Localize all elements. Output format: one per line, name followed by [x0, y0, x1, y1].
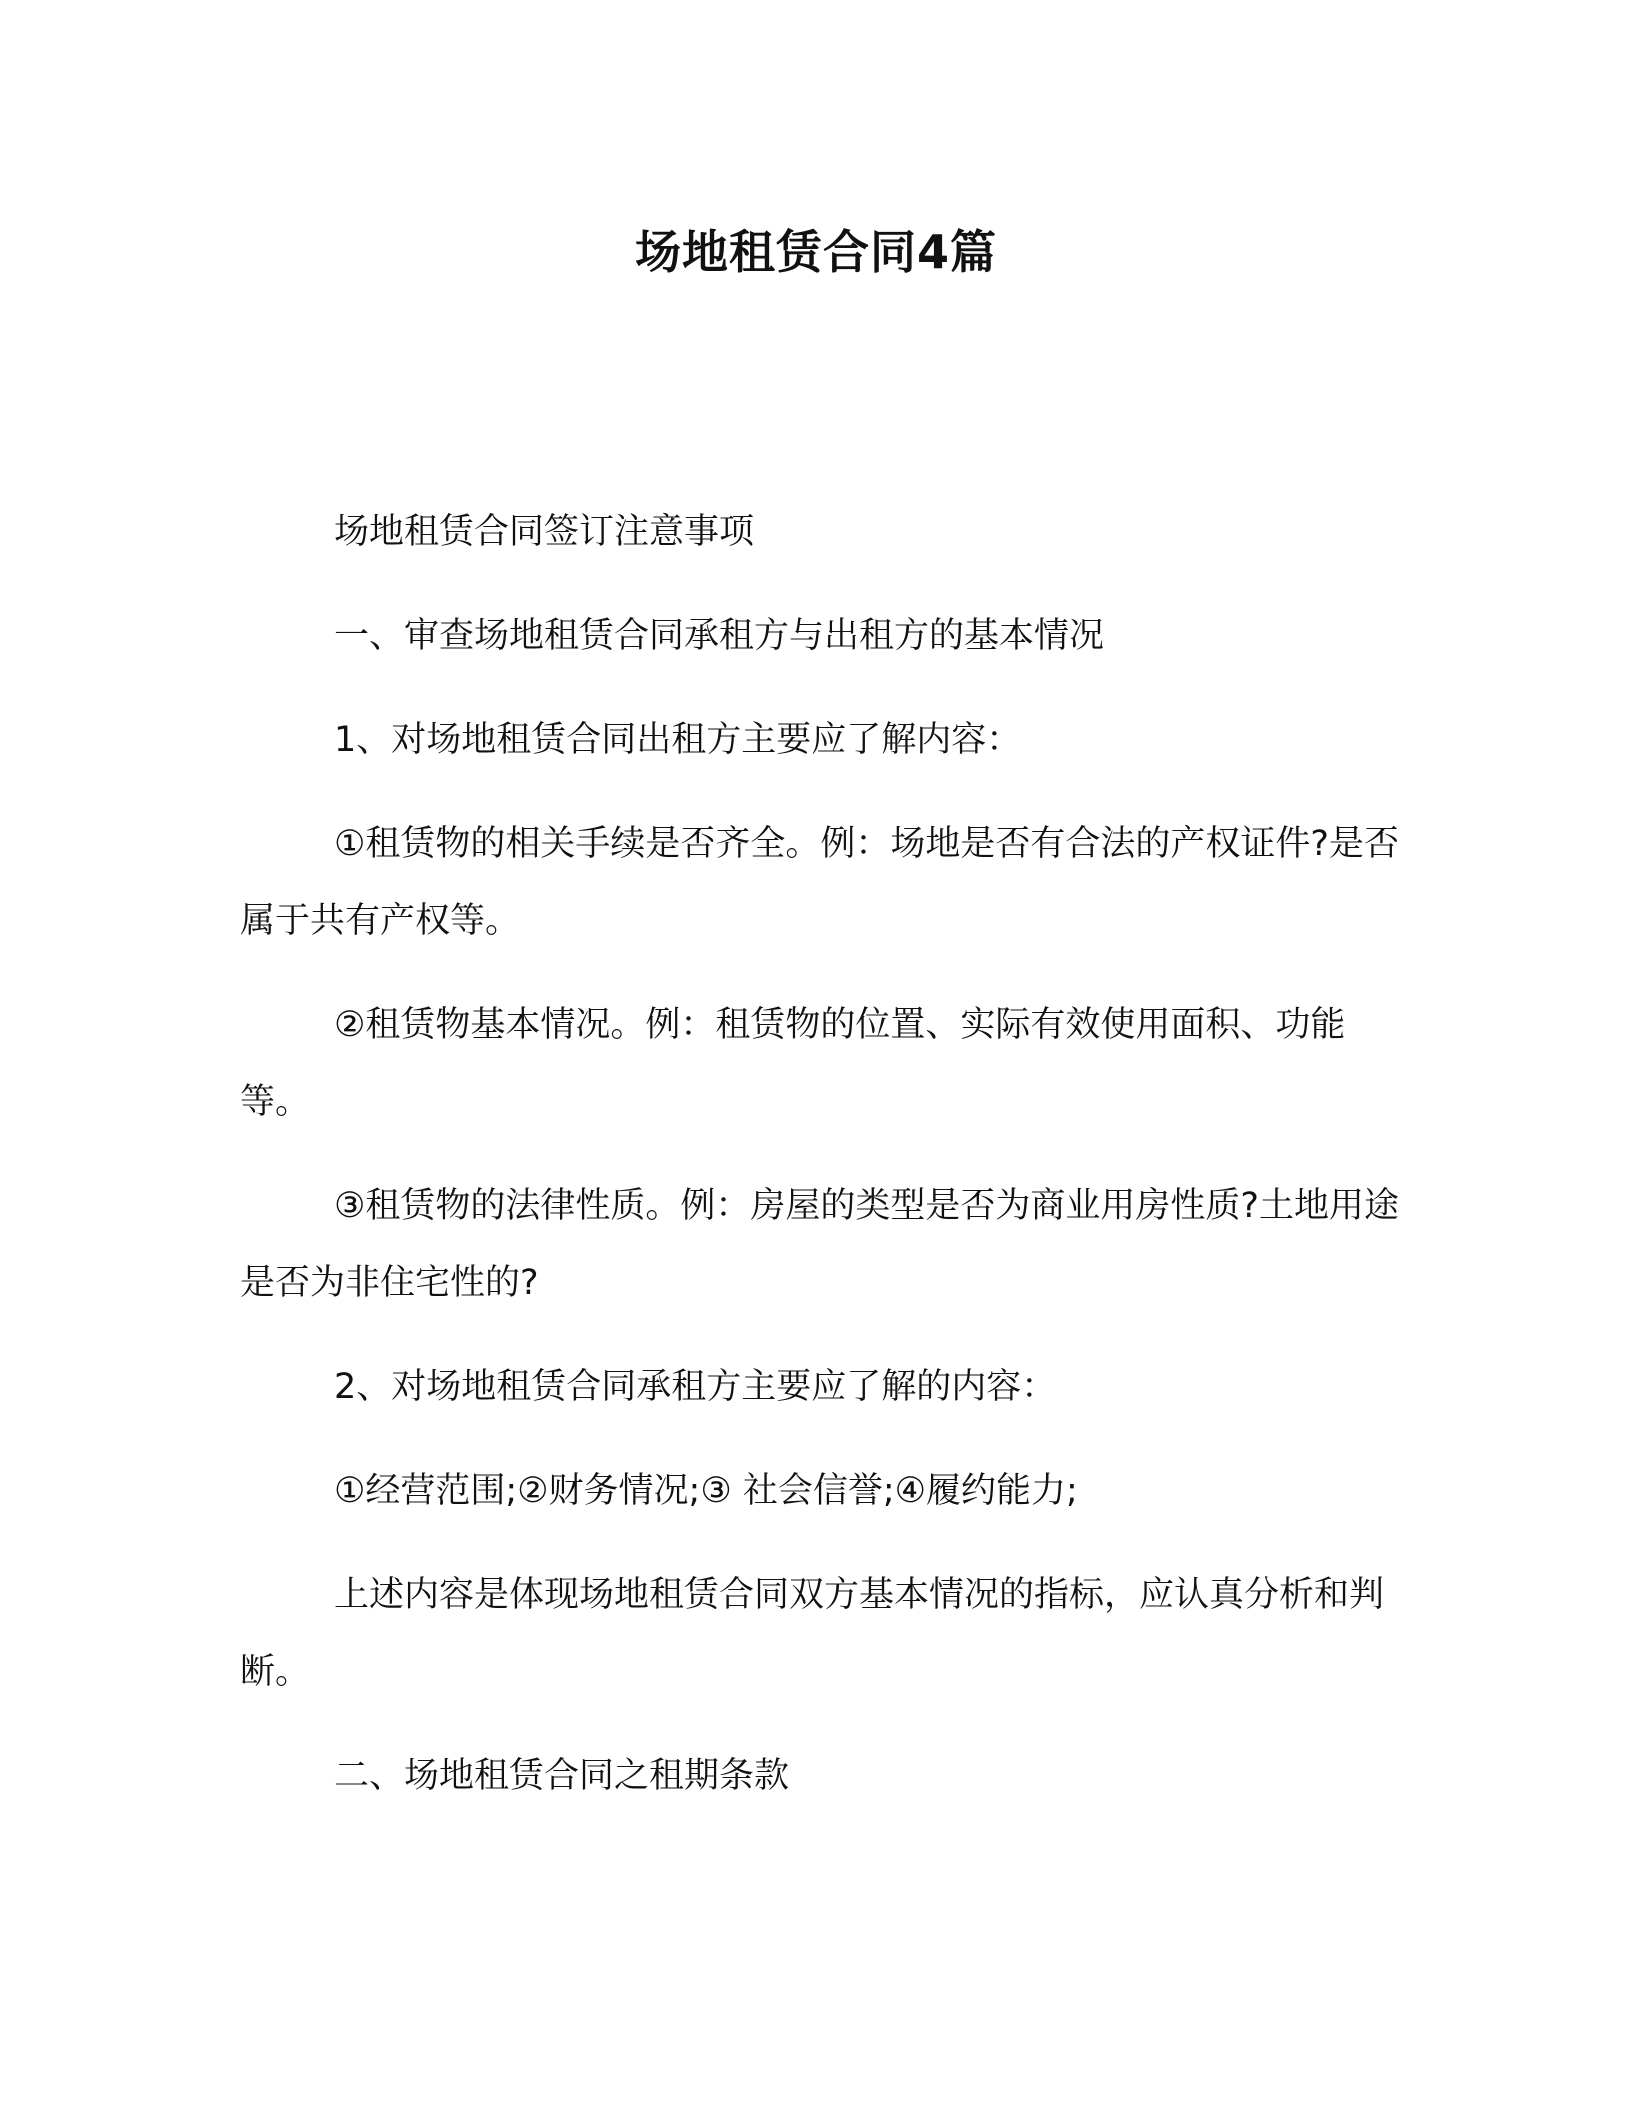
paragraph-item-2: ②租赁物基本情况。例：租赁物的位置、实际有效使用面积、功能等。: [240, 1005, 1346, 1122]
paragraph-section-two: 二、场地租赁合同之租期条款: [334, 1756, 790, 1796]
paragraph-item-1: ①租赁物的相关手续是否齐全。例：场地是否有合法的产权证件?是否属于共有产权等。: [240, 824, 1399, 941]
paragraph-summary: 上述内容是体现场地租赁合同双方基本情况的指标，应认真分析和判断。: [240, 1575, 1385, 1692]
document-title: 场地租赁合同4篇: [634, 225, 997, 279]
paragraph-section-one: 一、审查场地租赁合同承租方与出租方的基本情况: [334, 616, 1105, 656]
paragraph-item-3: ③租赁物的法律性质。例：房屋的类型是否为商业用房性质?土地用途是否为非住宅性的?: [240, 1186, 1399, 1303]
paragraph-lessee-items: 2、对场地租赁合同承租方主要应了解的内容：: [334, 1367, 1057, 1407]
paragraph-heading-notes: 场地租赁合同签订注意事项: [334, 512, 755, 552]
paragraph-lessee-list: ①经营范围;②财务情况;③ 社会信誉;④履约能力;: [334, 1471, 1078, 1511]
paragraph-lessor-items: 1、对场地租赁合同出租方主要应了解内容：: [334, 720, 1022, 760]
document-body: [240, 494, 1400, 1842]
